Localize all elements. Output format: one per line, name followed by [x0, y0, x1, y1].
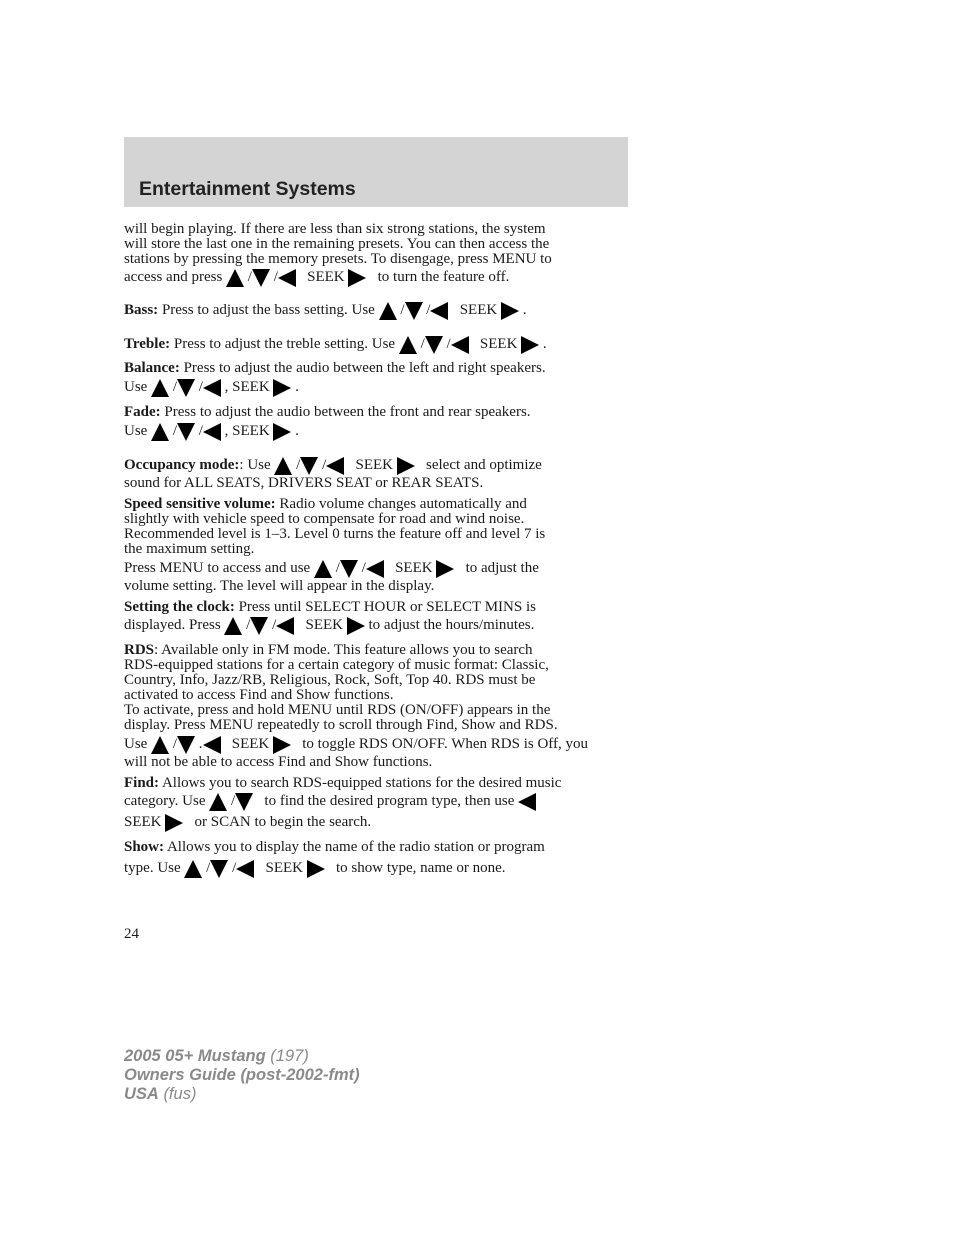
footer-line-2 — [124, 1066, 360, 1085]
footer-line-1 — [124, 1047, 360, 1066]
seek-label: SEEK — [479, 336, 518, 353]
rds-label: RDS — [124, 642, 155, 658]
arrow-down-icon — [235, 793, 253, 811]
rds-paragraph — [124, 643, 629, 770]
seek-label: SEEK — [265, 860, 303, 877]
arrow-up-icon — [151, 736, 169, 754]
intro-text: access and press — [124, 269, 223, 286]
use-text: Use — [124, 423, 148, 440]
page-content — [124, 222, 629, 879]
arrow-up-icon — [226, 269, 244, 287]
clock-paragraph — [124, 600, 629, 636]
seek-label: , SEEK — [224, 379, 270, 396]
occupancy-text: : Use — [239, 457, 271, 474]
find-controls-line: category. Use / to find the desired program type, then use — [124, 791, 629, 812]
period: . — [522, 302, 527, 319]
arrow-up-icon — [151, 379, 169, 397]
occupancy-paragraph — [124, 455, 629, 491]
occupancy-line: sound for ALL SEATS, DRIVERS SEAT or REAR SEATS. — [124, 475, 484, 491]
arrow-up-icon — [274, 457, 292, 475]
arrow-down-icon — [177, 423, 195, 441]
rds-line: RDS-equipped stations for a certain category of music format: Classic, — [124, 657, 549, 673]
speed-volume-paragraph — [124, 497, 629, 557]
arrow-up-icon — [314, 560, 332, 578]
balance-controls-line: Use / / , SEEK . — [124, 379, 299, 396]
find-label: Find: — [124, 775, 160, 791]
footer-region-code: (fus) — [163, 1085, 197, 1103]
arrow-up-icon — [224, 617, 242, 635]
intro-line: will begin playing. If there are less than six strong stations, the system — [124, 221, 546, 237]
find-controls-line-2 — [124, 812, 629, 833]
arrow-down-icon — [250, 617, 268, 635]
footer-model-code: (197) — [270, 1047, 309, 1065]
seek-label: SEEK — [231, 736, 270, 753]
intro-line: stations by pressing the memory presets. To disengage, press MENU to — [124, 251, 552, 267]
occupancy-controls-line: Occupancy mode:: Use / / SEEK select and optimize — [124, 457, 542, 474]
occupancy-text: select and optimize — [426, 457, 542, 474]
arrow-left-icon — [518, 793, 536, 811]
speed-controls-line: Press MENU to access and use / / SEEK to adjust the — [124, 560, 539, 577]
footer-model: 2005 05+ Mustang — [124, 1047, 266, 1065]
arrow-left-icon — [451, 336, 469, 354]
page-number: 24 — [124, 926, 139, 942]
footer-guide: Owners Guide (post-2002-fmt) — [124, 1066, 360, 1084]
arrow-up-icon — [151, 423, 169, 441]
speed-volume-label: Speed sensitive volume: — [124, 496, 276, 512]
speed-line: volume setting. The level will appear in the display. — [124, 578, 435, 594]
rds-line: Country, Info, Jazz/RB, Religious, Rock, Soft, Top 40. RDS must be — [124, 672, 536, 688]
arrow-up-icon — [209, 793, 227, 811]
speed-text: Press MENU to access and use — [124, 560, 311, 577]
speed-text: Radio volume changes automatically and — [279, 496, 527, 512]
balance-text: Press to adjust the audio between the left and right speakers. — [183, 360, 546, 376]
arrow-right-icon — [165, 814, 183, 832]
arrow-up-icon — [399, 336, 417, 354]
seek-label: , SEEK — [224, 423, 270, 440]
seek-label: SEEK — [307, 269, 345, 286]
arrow-down-icon — [300, 457, 318, 475]
arrow-right-icon — [348, 269, 366, 287]
show-text: to show type, name or none. — [336, 860, 506, 877]
use-text: Use — [124, 379, 148, 396]
arrow-left-icon — [326, 457, 344, 475]
arrow-left-icon — [236, 860, 254, 878]
arrow-down-icon — [210, 860, 228, 878]
arrow-right-icon — [307, 860, 325, 878]
seek-label: SEEK — [355, 457, 394, 474]
show-label: Show: — [124, 839, 165, 855]
rds-line: display. Press MENU repeatedly to scroll through Find, Show and RDS. — [124, 717, 558, 733]
rds-text: : Available only in FM mode. This feature allows you to search — [154, 642, 533, 658]
seek-label: SEEK — [395, 560, 433, 577]
show-controls-line: type. Use / / SEEK to show type, name or none. — [124, 860, 506, 877]
clock-controls-line: displayed. Press / / SEEK to adjust the hours/minutes. — [124, 617, 535, 634]
arrow-up-icon — [379, 302, 397, 320]
arrow-right-icon — [436, 560, 454, 578]
rds-line: will not be able to access Find and Show functions. — [124, 754, 433, 770]
balance-label: Balance: — [124, 360, 180, 376]
arrow-right-icon — [521, 336, 539, 354]
clock-text: displayed. Press — [124, 617, 221, 634]
speed-line: Recommended level is 1–3. Level 0 turns the feature off and level 7 is — [124, 526, 546, 542]
speed-text: to adjust the — [465, 560, 539, 577]
arrow-down-icon — [177, 379, 195, 397]
find-text: Allows you to search RDS-equipped stations for the desired music — [161, 775, 562, 791]
balance-line — [124, 361, 629, 376]
rds-line: activated to access Find and Show functions. — [124, 687, 394, 703]
fade-label: Fade: — [124, 404, 161, 420]
arrow-down-icon — [340, 560, 358, 578]
seek-label: SEEK — [459, 302, 498, 319]
intro-controls-line: access and press / / SEEK to turn the feature off. — [124, 269, 510, 286]
arrow-down-icon — [252, 269, 270, 287]
speed-volume-paragraph-2 — [124, 558, 629, 594]
clock-text: to adjust the hours/minutes. — [368, 617, 535, 634]
find-line — [124, 776, 629, 791]
intro-paragraph — [124, 222, 629, 288]
arrow-left-icon — [366, 560, 384, 578]
occupancy-label: Occupancy mode: — [124, 457, 240, 474]
fade-controls-line: Use / / , SEEK . — [124, 423, 299, 440]
bass-label: Bass: — [124, 302, 159, 319]
document-footer — [124, 1047, 360, 1104]
show-text: Allows you to display the name of the radio station or program — [166, 839, 545, 855]
seek-label: SEEK — [305, 617, 344, 634]
seek-label: SEEK — [124, 814, 162, 831]
arrow-right-icon — [273, 736, 291, 754]
section-title: Entertainment Systems — [139, 178, 356, 200]
arrow-left-icon — [430, 302, 448, 320]
fade-paragraph — [124, 405, 629, 442]
period: . — [295, 379, 299, 396]
arrow-left-icon — [203, 736, 221, 754]
speed-line: slightly with vehicle speed to compensate for road and wind noise. — [124, 511, 525, 527]
rds-text: to toggle RDS ON/OFF. When RDS is Off, you — [302, 736, 589, 753]
arrow-right-icon — [273, 379, 291, 397]
show-text: type. Use — [124, 860, 181, 877]
find-text: or SCAN to begin the search. — [194, 814, 372, 831]
treble-label: Treble: — [124, 336, 171, 353]
clock-text: Press until SELECT HOUR or SELECT MINS is — [238, 599, 536, 615]
treble-paragraph: Treble: Press to adjust the treble setting. Use / / SEEK . — [124, 336, 547, 353]
clock-label: Setting the clock: — [124, 599, 235, 615]
arrow-down-icon — [425, 336, 443, 354]
speed-line: the maximum setting. — [124, 541, 255, 557]
arrow-left-icon — [276, 617, 294, 635]
rds-line: To activate, press and hold MENU until RDS (ON/OFF) appears in the — [124, 702, 551, 718]
show-paragraph — [124, 840, 629, 879]
rds-line — [124, 643, 629, 658]
arrow-right-icon — [273, 423, 291, 441]
bass-paragraph: Bass: Press to adjust the bass setting. Use / / SEEK . — [124, 302, 527, 319]
arrow-left-icon — [278, 269, 296, 287]
fade-text: Press to adjust the audio between the front and rear speakers. — [164, 404, 531, 420]
arrow-down-icon — [177, 736, 195, 754]
fade-line — [124, 405, 629, 420]
arrow-right-icon — [501, 302, 519, 320]
arrow-left-icon — [203, 423, 221, 441]
rds-controls-line: Use / . SEEK to toggle RDS ON/OFF. When RDS is Off, you — [124, 736, 589, 753]
balance-paragraph — [124, 361, 629, 398]
treble-text: Press to adjust the treble setting. Use — [173, 336, 396, 353]
show-line — [124, 840, 629, 855]
arrow-left-icon — [203, 379, 221, 397]
intro-line: will store the last one in the remaining presets. You can then access the — [124, 236, 550, 252]
footer-line-3 — [124, 1085, 360, 1104]
footer-region: USA — [124, 1085, 159, 1103]
section-header — [124, 137, 628, 207]
period: . — [542, 336, 547, 353]
arrow-down-icon — [405, 302, 423, 320]
arrow-up-icon — [184, 860, 202, 878]
find-paragraph — [124, 776, 629, 833]
period: . — [295, 423, 299, 440]
find-text: to find the desired program type, then use — [264, 793, 515, 810]
arrow-right-icon — [347, 617, 365, 635]
clock-line — [124, 600, 629, 615]
bass-text: Press to adjust the bass setting. Use — [161, 302, 375, 319]
arrow-right-icon — [397, 457, 415, 475]
find-text: category. Use — [124, 793, 206, 810]
use-text: Use — [124, 736, 148, 753]
speed-line — [124, 497, 629, 512]
intro-text: to turn the feature off. — [377, 269, 510, 286]
